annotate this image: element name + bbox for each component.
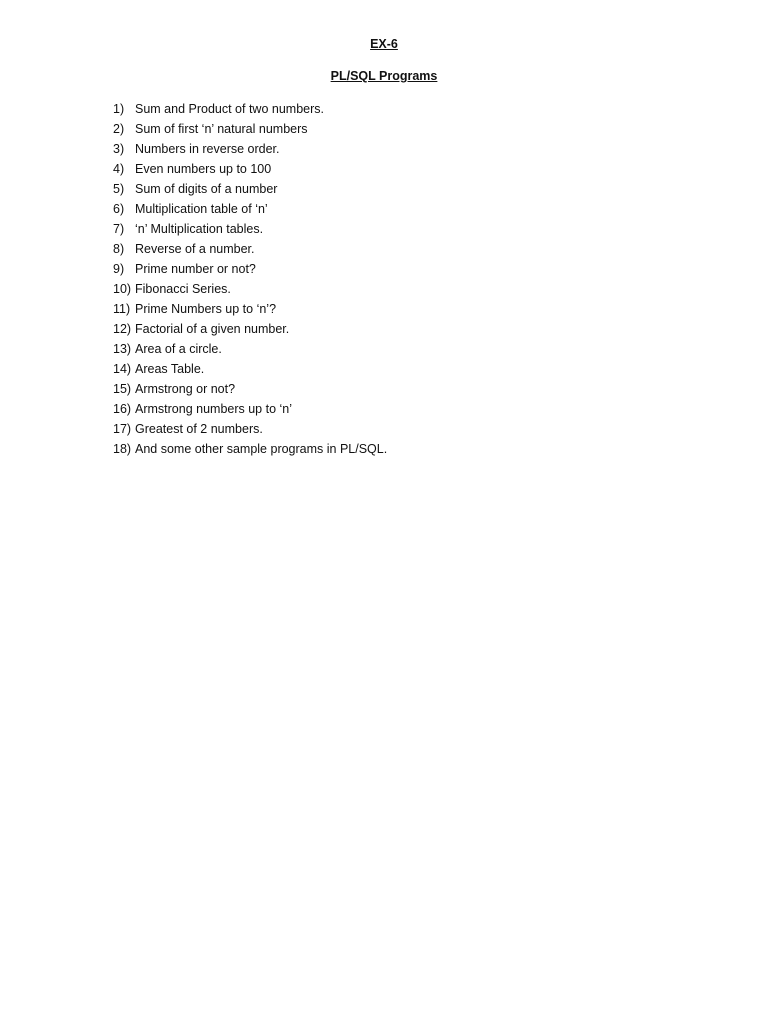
item-number: 18): [113, 442, 132, 456]
item-text: ‘n’ Multiplication tables.: [135, 222, 264, 236]
document-subheading: PL/SQL Programs: [330, 69, 438, 83]
item-text: Even numbers up to 100: [135, 162, 272, 176]
list-item: [113, 241, 387, 261]
list-item: [113, 101, 387, 121]
item-number: 2): [113, 122, 125, 136]
item-number: 10): [113, 282, 132, 296]
item-number: 15): [113, 382, 132, 396]
list-item: [113, 221, 387, 241]
item-number: 1): [113, 102, 125, 116]
program-list: [113, 101, 387, 461]
item-number: 6): [113, 202, 125, 216]
item-number: 14): [113, 362, 132, 376]
list-item: [113, 141, 387, 161]
item-text: Armstrong or not?: [135, 382, 236, 396]
item-text: Factorial of a given number.: [135, 322, 290, 336]
item-text: Multiplication table of ‘n’: [135, 202, 268, 216]
item-number: 4): [113, 162, 125, 176]
list-item: [113, 361, 387, 381]
list-item: [113, 261, 387, 281]
list-item: [113, 281, 387, 301]
item-number: 12): [113, 322, 132, 336]
item-text: And some other sample programs in PL/SQL.: [135, 442, 388, 456]
list-item: [113, 181, 387, 201]
item-number: 8): [113, 242, 125, 256]
list-item: [113, 441, 387, 461]
item-text: Area of a circle.: [135, 342, 222, 356]
item-text: Greatest of 2 numbers.: [135, 422, 263, 436]
list-item: [113, 421, 387, 441]
list-item: [113, 201, 387, 221]
item-text: Numbers in reverse order.: [135, 142, 280, 156]
list-item: [113, 161, 387, 181]
item-text: Sum of first ‘n’ natural numbers: [135, 122, 308, 136]
item-text: Sum of digits of a number: [135, 182, 278, 196]
item-text: Fibonacci Series.: [135, 282, 231, 296]
document-heading: EX-6: [370, 37, 398, 51]
item-text: Reverse of a number.: [135, 242, 255, 256]
item-number: 5): [113, 182, 125, 196]
list-item: [113, 301, 387, 321]
list-item: [113, 321, 387, 341]
list-item: [113, 121, 387, 141]
item-number: 13): [113, 342, 132, 356]
item-number: 11): [113, 302, 131, 316]
item-text: Prime number or not?: [135, 262, 256, 276]
item-text: Armstrong numbers up to ‘n’: [135, 402, 293, 416]
item-number: 3): [113, 142, 125, 156]
item-number: 7): [113, 222, 125, 236]
list-item: [113, 381, 387, 401]
item-number: 16): [113, 402, 132, 416]
item-text: Areas Table.: [135, 362, 205, 376]
list-item: [113, 401, 387, 421]
item-text: Prime Numbers up to ‘n’?: [135, 302, 277, 316]
item-text: Sum and Product of two numbers.: [135, 102, 324, 116]
item-number: 17): [113, 422, 132, 436]
list-item: [113, 341, 387, 361]
item-number: 9): [113, 262, 125, 276]
